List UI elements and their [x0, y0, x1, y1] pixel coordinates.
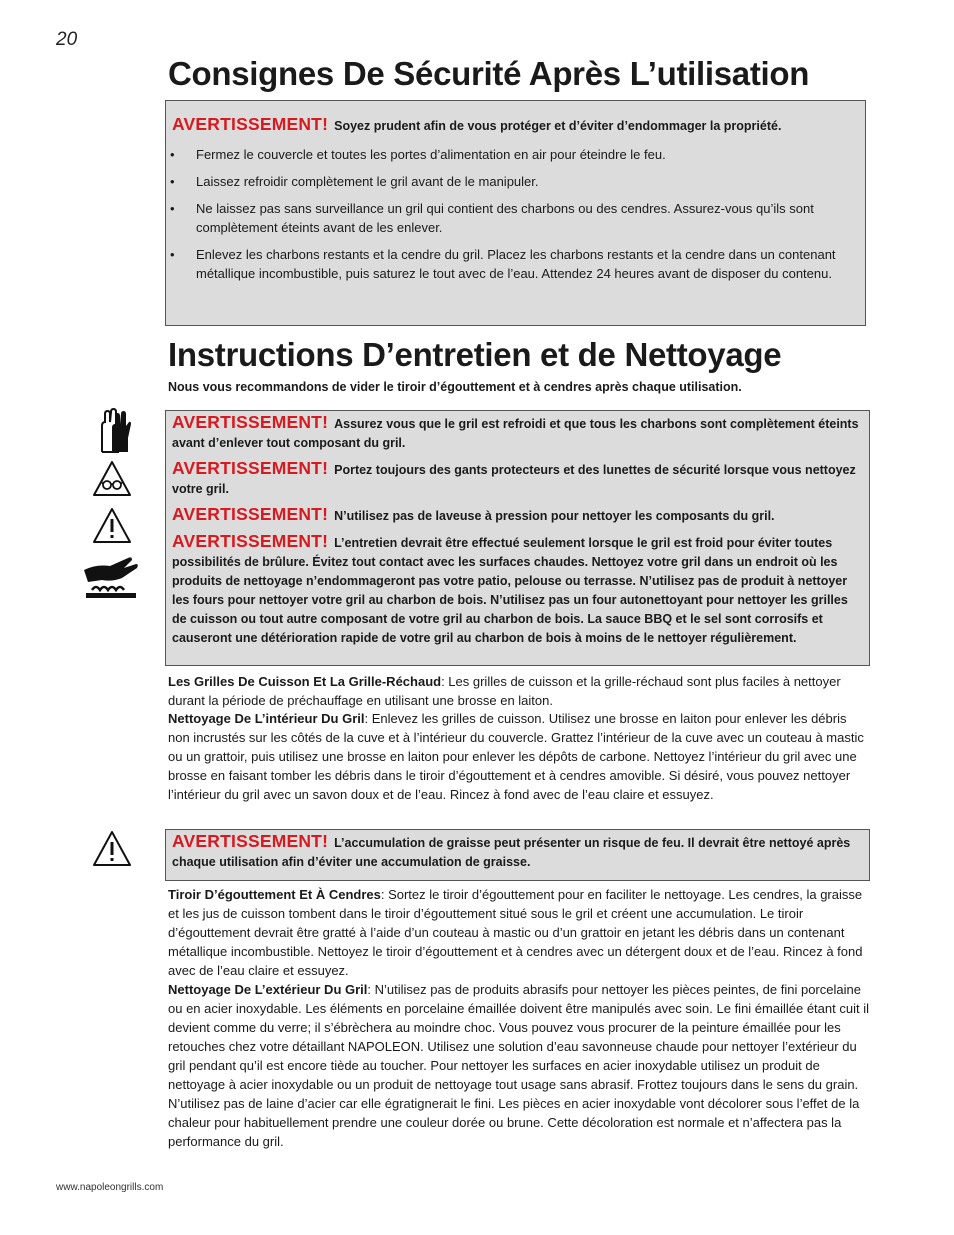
list-item: • Ne laissez pas sans surveillance un gril qui contient des charbons ou des cendres. Assurez-vous qu’ils sont complètement éteints avant de les enlever.: [172, 199, 857, 237]
paragraph-interior: [168, 709, 870, 804]
safety-warning: [172, 115, 857, 136]
warning-text: L’accumulation de graisse peut présenter un risque de feu. Il devrait être nettoyé après chaque utilisation afin d’éviter une accumulation de graisse.: [172, 836, 851, 869]
warning-triangle-icon: [92, 507, 132, 545]
hot-surface-icon: [82, 550, 140, 600]
gloves-icon: [98, 408, 132, 454]
warning-text: Assurez vous que le gril est refroidi et que tous les charbons sont complètement éteints avant d’enlever tout composant du gril.: [172, 417, 859, 450]
warning-item: [172, 532, 863, 648]
warning-item: [172, 413, 863, 453]
warning-item: [172, 832, 863, 872]
section-title-maintenance: Instructions D’entretien et de Nettoyage: [168, 336, 782, 373]
maintenance-intro: Nous vous recommandons de vider le tiroir d’égouttement et à cendres après chaque utilisation.: [168, 380, 742, 394]
warning-item: [172, 505, 863, 526]
warning-text: N’utilisez pas de laveuse à pression pour nettoyer les composants du gril.: [334, 509, 775, 523]
paragraph-text: : Enlevez les grilles de cuisson. Utilisez une brosse en laiton pour enlever les débris non incrustés sur les côtés de la cuve et à l’intérieur du couvercle. Grattez l’intérieur de la cuve avec un couteau à mastic ou un grattoir, puis utilisez une brosse en laiton pour enlever les dépôts de carbone. Nettoyez l’intérieur du gril avec une brosse en faisant tomber les débris dans le tiroir d’égouttement et à cendres amovible. Si désiré, vous pouvez nettoyer l’intérieur du gril avec un savon doux et de l’eau. Rincez à fond avec de l’eau claire et essuyez.: [168, 711, 864, 802]
paragraph-grilles: [168, 672, 870, 710]
warning-text: Portez toujours des gants protecteurs et des lunettes de sécurité lorsque vous nettoyez votre gril.: [172, 463, 856, 496]
warning-label: AVERTISSEMENT!: [172, 458, 329, 478]
warning-text: Soyez prudent afin de vous protéger et d’éviter d’endommager la propriété.: [334, 119, 782, 133]
warning-label: AVERTISSEMENT!: [172, 531, 329, 551]
warning-label: AVERTISSEMENT!: [172, 114, 329, 134]
paragraph-tray: [168, 885, 870, 980]
maintenance-warning-box: [165, 410, 870, 666]
paragraph-text: : Sortez le tiroir d’égouttement pour en faciliter le nettoyage. Les cendres, la graisse et les jus de cuisson tombent dans le tiroir d’égouttement situé sous le gril et créent une accumulation. Le tiroir d’égouttement devrait être gratté à l’aide d’un couteau à mastic ou d’un grattoir en jetant les débris dans un contenant métallique incombustible. Nettoyez le tiroir d’égouttement et à cendres avec un détergent doux et de l’eau. Rincez à fond avec de l’eau claire et essuyez.: [168, 887, 863, 978]
warning-label: AVERTISSEMENT!: [172, 412, 329, 432]
list-item: • Enlevez les charbons restants et la cendre du gril. Placez les charbons restants et la cendre dans un contenant métallique incombustible, puis saturez le tout avec de l’eau. Attendez 24 heures avant de disposer du contenu.: [172, 245, 857, 283]
grease-warning-box: [165, 829, 870, 881]
paragraph-text: : N’utilisez pas de produits abrasifs pour nettoyer les pièces peintes, de fini porcelaine ou en acier inoxydable. Les éléments en porcelaine émaillée doivent être manipulés avec soin. Le fini émaillée étant cuit il devient comme du verre; il s’ébrèchera au moindre choc. Vous pouvez vous procurer de la peinture émaillée pour les retouches chez votre détaillant NAPOLEON. Utilisez une solution d’eau savonneuse chaude pour nettoyer l’extérieur du gril pendant qu’il est encore tiède au toucher. Pour nettoyer les surfaces en acier inoxydable utilisez un produit de nettoyage à acier inoxydable ou un produit de nettoyage tout usage sans abrasif. Frottez toujours dans le sens du grain. N’utilisez pas de laine d’acier car elle égratignerait le fini. Les pièces en acier inoxydable vont décolorer sous l’effet de la chaleur pour habituellement prendre une couleur dorée ou brune. Cette décoloration est normale et n’affectera pas la performance du gril.: [168, 982, 869, 1149]
warning-item: [172, 459, 863, 499]
paragraph-heading: Nettoyage De L’extérieur Du Gril: [168, 982, 368, 997]
list-item: • Fermez le couvercle et toutes les portes d’alimentation en air pour éteindre le feu.: [172, 145, 857, 164]
footer-url: www.napoleongrills.com: [56, 1182, 164, 1193]
page-number: 20: [56, 29, 78, 50]
safety-warning-box: [165, 100, 866, 326]
safety-bullet-list: [172, 145, 857, 283]
paragraph-heading: Tiroir D’égouttement Et À Cendres: [168, 887, 381, 902]
safety-glasses-icon: [92, 460, 132, 498]
warning-text: L’entretien devrait être effectué seulement lorsque le gril est froid pour éviter toutes possibilités de brûlure. Évitez tout contact avec les surfaces chaudes. Nettoyez votre gril dans un endroit où les produits de nettoyage n’endommageront pas votre patio, pelouse ou terrasse. N’utilisez pas de produit à nettoyer les fours pour nettoyer votre gril au charbon de bois. N’utilisez pas un four autonettoyant pour nettoyer les grilles de cuisson ou tout autre composant de votre gril au charbon de bois. La sauce BBQ et le sel sont corrosifs et causeront une détérioration rapide de votre gril au charbon de bois à moins de le nettoyer régulièrement.: [172, 536, 848, 645]
warning-label: AVERTISSEMENT!: [172, 504, 329, 524]
warning-triangle-icon: [92, 830, 132, 868]
list-item: • Laissez refroidir complètement le gril avant de le manipuler.: [172, 172, 857, 191]
paragraph-exterior: [168, 980, 870, 1151]
paragraph-heading: Nettoyage De L’intérieur Du Gril: [168, 711, 365, 726]
section-title-safety: Consignes De Sécurité Après L’utilisation: [168, 55, 810, 92]
paragraph-text: : Les grilles de cuisson et la grille-réchaud sont plus faciles à nettoyer durant la période de préchauffage en utilisant une brosse en laiton.: [168, 674, 841, 708]
paragraph-heading: Les Grilles De Cuisson Et La Grille-Réchaud: [168, 674, 442, 689]
warning-label: AVERTISSEMENT!: [172, 831, 329, 851]
